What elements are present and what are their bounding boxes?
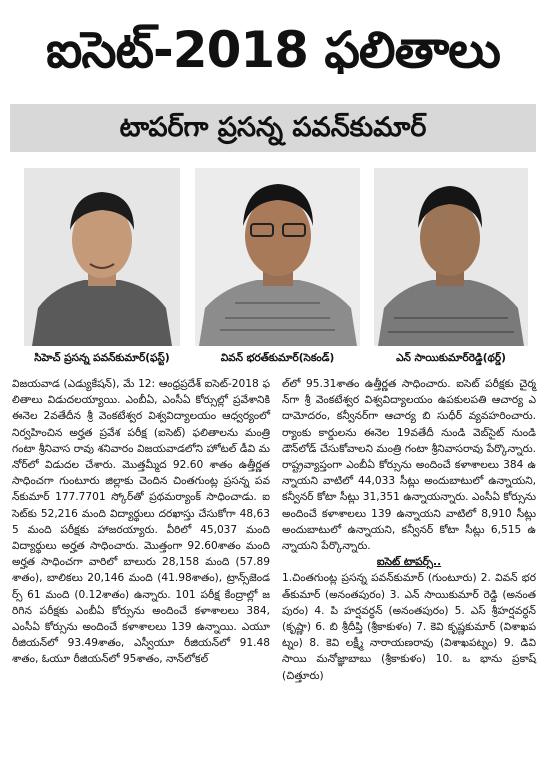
subheadline: టాపర్‌గా ప్రసన్న పవన్‌కుమార్ bbox=[119, 112, 427, 143]
toppers-heading: ఐసెట్ టాపర్స్.. bbox=[376, 556, 442, 569]
article-column-1 bbox=[12, 376, 270, 668]
article-column-2 bbox=[282, 376, 536, 684]
headline: ఐసెట్-2018 ఫలితాలు bbox=[46, 21, 500, 79]
toppers-list: 1.చింతగుంట్ల ప్రసన్న పవన్‌కుమార్ (గుంటూరు) 2. వివన్ భరత్‌కుమార్ (అనంతపురం) 3. ఎన్ సాయికుమార్ రెడ్డి (అనంతపురం) 4. పి హర్షవర్ధన్ (అనంతపురం) 5. ఎస్ శ్రీహర్షవర్ధన్ (కృష్ణా) 6. బి శ్రీదీప్తి (శ్రీకాకుళం) 7. కెవి కృష్ణకుమార్ (విశాఖపట్నం) 8. కెవి లక్ష్మీ నారాయణరావు (విశాఖపట్నం) 9. డివి సాయి మనోజ్ఞాబాబు (శ్రీకాకుళం) 10. ఒ భాను ప్రకాష్ (చిత్తూరు) bbox=[282, 572, 536, 682]
photo-second-ranker bbox=[195, 168, 360, 346]
article-text-col2: ల్‌లో 95.31శాతం ఉత్తీర్ణత సాధించారు. ఐసెట్ పరీక్షకు చైర్మన్‌గా శ్రీ వెంకటేశ్వర విశ్వవిద్యాలయం ఉపకులపతి ఆచార్య ఎ దామోదరం, కన్వీనర్‌గా ఆచార్య బి సుధీర్ వ్యవహరించారు. ర్యాంకు కార్డులను ఈనెల 19వతేదీ నుండి వెబ్‌సైట్ నుండి డౌన్‌లోడ్ చేసుకోవాలని మంత్రి గంటా శ్రీనివాసరావు పేర్కొన్నారు. రాష్ట్రవ్యాప్తంగా ఎంబీఏ కోర్సును అందించే కళాశాలలు 384 ఉన్నాయని వాటిలో 44,033 సీట్లు అందుబాటులో ఉన్నాయని, కన్వీనర్ కోటా సీట్లు 31,351 ఉన్నాయన్నారు. ఎంసీఏ కోర్సును అందించే కళాశాలలు 139 ఉన్నాయని వాటిలో 8,910 సీట్లు అందుబాటులో ఉన్నాయని, కన్వీనర్ కోటా సీట్లు 6,515 ఉన్నాయని పేర్కొన్నారు. bbox=[282, 378, 536, 553]
photo-first-ranker bbox=[24, 168, 180, 346]
article-text-col1: విజయవాడ (ఎడ్యుకేషన్), మే 12: ఆంధ్రప్రదేశ్ ఐసెట్-2018 ఫలితాలు విడుదలయ్యాయి. ఎంబీఏ, ఎంసీఏ కోర్సుల్లో ప్రవేశానికి ఈనెల 2వతేదీన శ్రీ వెంకటేశ్వర విశ్వవిద్యాలయం ఆధ్వర్యంలో నిర్వహించిన అర్హత ప్రవేశ పరీక్ష (ఐసెట్) ఫలితాలను మంత్రి గంటా శ్రీనివాస రావు శనివారం విజయవాడలోని హోటల్ డీవి మనోర్‌లో విడుదల చేశారు. మొత్తమ్మీద 92.60 శాతం ఉత్తీర్ణత సాధించగా గుంటూరు జిల్లాకు చెందిన చింతగుంట్ల ప్రసన్న పవన్‌కుమార్ 177.7701 స్కోర్‌తో ప్రథమర్యాంక్ సాధించాడు. ఐసెట్‌కు 52,216 మంది విద్యార్థులు దరఖాస్తు చేసుకోగా 48,635 మంది పరీక్షకు హాజరయ్యారు. వీరిలో 45,037 మంది విద్యార్థులు అర్హత సాధించారు. మొత్తంగా 92.60శాతం మంది అర్హత సాధించగా వారిలో బాలురు 28,158 మంది (57.89శాతం), బాలికలు 20,146 మంది (41.98శాతం), ట్రాన్స్‌జెండర్స్ 61 మంది (0.12శాతం) ఉన్నారు. 101 పరీక్ష కేంద్రాల్లో జరిగిన పరీక్షకు ఎంబీఏ కోర్సును అందించే కళాశాలలు 384, ఎంసీఏ కోర్సును అందించే కళాశాలలు 139 ఉన్నాయి. ఎయూ రీజియన్‌లో 93.49శాతం, ఎస్వీయూ రీజియన్‌లో 91.48శాతం, ఓయూ రీజియన్‌లో 95శాతం, నాన్‌లోకల్ bbox=[12, 378, 270, 666]
subheadline-banner bbox=[10, 104, 536, 152]
photo-caption-first: సిహెచ్ ప్రసన్న పవన్‌కుమార్(ఫస్ట్) bbox=[34, 352, 170, 364]
photo-caption-second: వివన్ భరత్‌కుమార్(సెకండ్) bbox=[220, 352, 335, 364]
photo-third-ranker bbox=[374, 168, 528, 346]
photo-caption-third: ఎన్ సాయికుమార్‌రెడ్డి(థర్డ్) bbox=[396, 352, 506, 364]
